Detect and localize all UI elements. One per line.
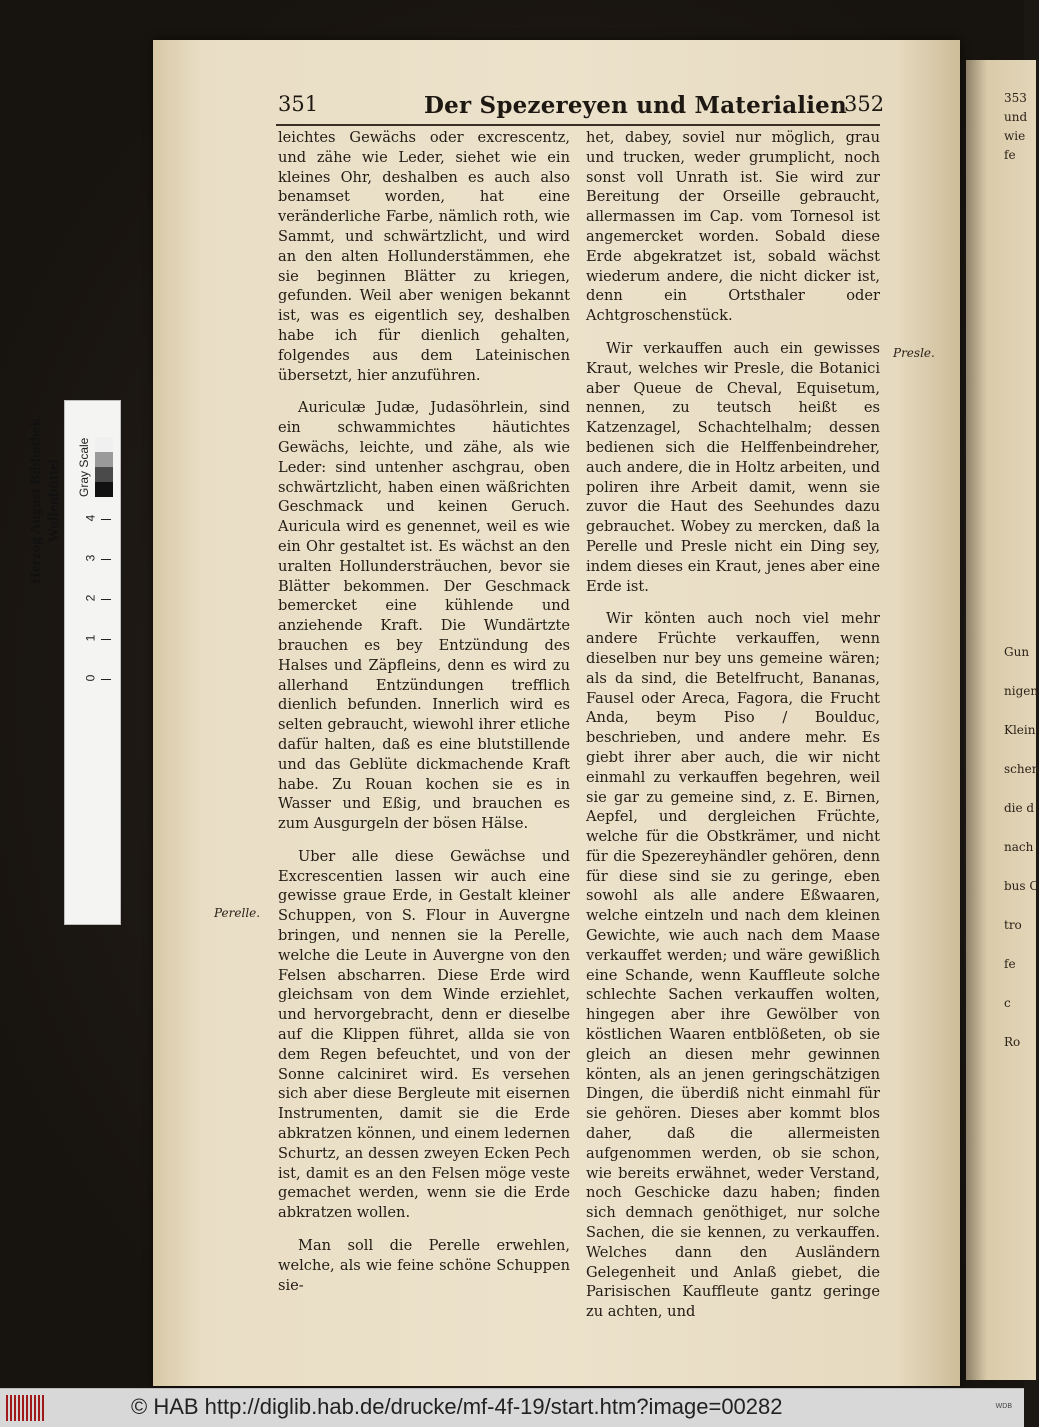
margin-note-perelle: Perelle. [214, 906, 261, 920]
library-city: Wolfenbüttel [46, 459, 62, 543]
edge-fragment: Ro [1004, 1035, 1021, 1049]
next-page-fragment [1004, 90, 1039, 1073]
ruler-tick [101, 599, 111, 600]
hab-logo-icon [6, 1395, 46, 1421]
footer-bar [0, 1388, 1024, 1427]
paragraph: leichtes Gewächs oder excrescentz, und zähe wie Leder, siehet wie ein kleines Ohr, deshalben es auch also benamset worden, hat eine veränderliche Farbe, nämlich roth, wie Sammt, und schwärtzlicht, und wird an den alten Hollunderstämmen, ehe sie beginnen Blätter zu kriegen, gefunden. Weil aber wenigen bekannt ist, was es eigentlich sey, deshalben habe ich für dienlich gehalten, folgendes aus dem Lateinischen übersetzt, hier anzuführen. [278, 129, 570, 384]
running-title: Der Spezereyen und Materialien [424, 92, 847, 119]
ruler-tick [101, 679, 111, 680]
ruler-tick [101, 519, 111, 520]
margin-note-presle: Presle. [893, 346, 935, 360]
gray-swatch [95, 452, 113, 467]
edge-fragment: c [1004, 996, 1011, 1010]
gray-scale-card [28, 400, 121, 925]
edge-fragment: tro [1004, 918, 1022, 932]
paragraph: het, dabey, soviel nur möglich, grau und trucken, weder grumplicht, noch sonst voll Unrath ist. Sie wird zur Bereitung der Orseille gebraucht, allermassen im Cap. vom Tornesol ist angemercket worden. Sobald diese Erde abgekratzet ist, sobald wächst wiederum andere, die nicht dicker ist, denn ein Ortsthaler oder Achtgroschenstück. [586, 129, 880, 325]
page-number-left: 351 [278, 92, 319, 116]
page-number-right: 352 [844, 92, 885, 116]
edge-fragment: Gun [1004, 645, 1030, 659]
paragraph: Wir könten auch noch viel mehr andere Früchte verkauffen, wenn dieselben nur bey uns gemeine wären; als da sind, die Betelfrucht, Bananas, Fausel oder Areca, Fagora, die Frucht Anda, beym Piso / Boulduc, beschrieben, und andere mehr. Es giebt ihrer aber auch, die wir nicht einmahl zu verkauffen begehren, weil sie gar zu gemeine sind, z. E. Birnen, Aepfel, und dergleichen Früchte, welche für die Obstkrämer, und nicht für die Spezereyhändler gehören, denn für diese sind sie zu geringe, eben sowohl als alle andere Eßwaaren, welche eintzeln und nach dem kleinen Gewichte, wie auch nach dem Maase verkauffet werden; und wäre gewißlich eine Schande, wenn Kauffleute solche schlechte Sachen verkauffen wolten, hingegen aber ihre Gewölber von köstlichen Waaren entblößeten, ob sie gleich an diesen mehr gewinnen könten, als an jenen geringschätzigen Dingen, die überdiß nicht einmahl für sie gehören. Dieses aber kommt blos daher, daß die allermeisten aufgenommen werden, ob sie schon, wie bereits erwähnet, weder Verstand, noch Geschicke dazu haben; finden sich demnach genöthiget, nur solche Sachen, die sie kennen, zu verkauffen. Welches dann den Ausländern Gelegenheit und Anlaß giebet, die Parisischen Kauffleute gantz geringe zu achten, und [586, 610, 880, 1321]
edge-fragment: schen [1004, 762, 1039, 776]
ruler-number: 3 [83, 554, 98, 562]
paragraph: Uber alle diese Gewächse und Excrescentien lassen wir auch eine gewisse graue Erde, in Gestalt kleiner Schuppen, von S. Flour in Auvergne bringen, und nennen sie la Perelle, welche die Leute in Auvergne von den Felsen abscharren. Diese Erde wird gleichsam von dem Winde erziehlet, und hervorgebracht, denn er dieselbe auf die Klippen führet, allda sie von dem Regen befeuchtet, und von der Sonne calciniret wird. Es versehen sich aber diese Bergleute mit eisernen Instrumenten, damit sie die Erde abkratzen können, und einem ledernen Schurtz, an dessen zweyen Ecken Pech ist, damit es an den Felsen möge veste gemachet werden, wenn sie die Erde abkratzen wollen. [278, 847, 570, 1222]
edge-fragment: fe [1004, 148, 1016, 162]
gray-swatches [95, 437, 113, 497]
ruler-number: 0 [83, 674, 98, 682]
gray-swatch [95, 467, 113, 482]
gray-swatch [95, 482, 113, 497]
edge-fragment: nach [1004, 840, 1034, 854]
edge-fragment: die d [1004, 801, 1035, 815]
ruler-tick [101, 559, 111, 560]
cm-ruler [83, 511, 113, 686]
gray-swatch [95, 437, 113, 452]
library-label [27, 351, 67, 651]
header-rule [276, 124, 880, 126]
edge-fragment: und [1004, 110, 1028, 124]
wdb-mark: WDB [995, 1403, 1012, 1410]
paragraph: Man soll die Perelle erwehlen, welche, als wie feine schöne Schuppen sie- [278, 1237, 570, 1294]
gray-scale-label: Gray Scale [77, 437, 91, 497]
edge-fragment: fe [1004, 957, 1016, 971]
left-text-column [278, 128, 570, 1308]
right-text-column [586, 128, 880, 1335]
ruler-number: 2 [83, 594, 98, 602]
paragraph: Wir verkauffen auch ein gewisses Kraut, welches wir Presle, die Botanici aber Queue de Cheval, Equisetum, nennen, zu teutsch heißt es Katzenzagel, Schachtelhalm; dessen bedienen sich die Helffenbeindreher, auch andere, die in Holtz arbeiten, und poliren ihre Arbeit damit, wenn sie zuvor die Haut des Seehundes dazu gebrauchet. Wobey zu mercken, daß la Perelle und Presle nicht ein Ding sey, indem dieses ein Kraut, jenes aber eine Erde ist. [586, 339, 880, 595]
paragraph: Auriculæ Judæ, Judasöhrlein, sind ein schwammichtes häutichtes Gewächs, leichte, und zähe, als wie Leder: sind untenher aschgrau, oben schwärtzlicht, haben einen wäßrichten Geschmack und keinen Geruch. Auricula wird es genennet, weil es wie ein Ohr gestaltet ist. Es wächst an den uralten Hollundersträuchen, bevor sie Blätter bekommen. Der Geschmack bemercket eine kühlende und anziehende Kraft. Die Wundärtzte brauchen es bey Entzündung des Halses und Zäpfleins, denn es wird zu allerhand Entzündungen trefflich dienlich befunden. Innerlich wird es selten gebraucht, wiewohl ihrer etliche dafür halten, daß es eine blutstillende und das Geblüte dickmachende Kraft habe. Zu Rouan kochen sie es in Wasser und Eßig, und brauchen es zum Ausgurgeln der bösen Hälse. [278, 399, 570, 833]
copyright-url[interactable]: © HAB http://diglib.hab.de/drucke/mf-4f-19/start.htm?image=00282 [131, 1394, 783, 1419]
edge-fragment: Klein [1004, 723, 1036, 737]
ruler-number: 1 [83, 634, 98, 642]
edge-fragment: bus C [1004, 879, 1039, 893]
ruler-number: 4 [83, 514, 98, 522]
library-name: Herzog August Bibliothek [28, 418, 44, 584]
ruler-tick [101, 639, 111, 640]
edge-fragment: nigen [1004, 684, 1039, 698]
edge-fragment: 353 [1004, 91, 1027, 105]
edge-fragment: wie [1004, 129, 1026, 143]
